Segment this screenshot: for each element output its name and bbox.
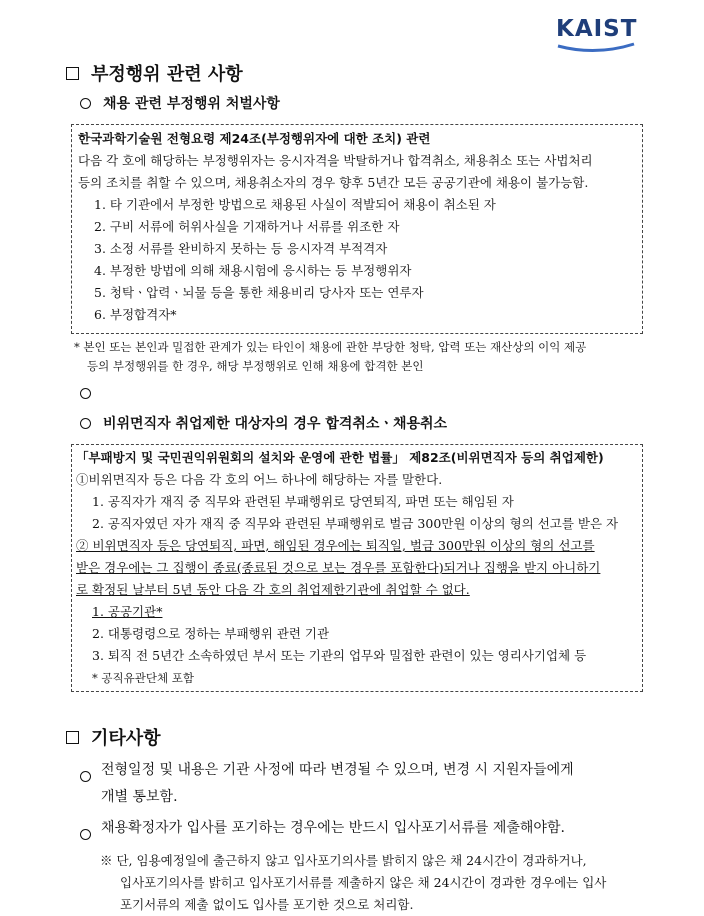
circle-bullet-icon	[80, 829, 91, 840]
circle-bullet-icon	[80, 98, 91, 109]
section-heading-misconduct	[66, 60, 243, 86]
note-line: 입사포기의사를 밝히고 입사포기서류를 제출하지 않은 채 24시간이 경과한 경우에는 입사	[120, 875, 607, 890]
clause-line: ② 비위면직자 등은 당연퇴직, 파면, 해임된 경우에는 퇴직일, 벌금 300만원 이상의 형의 선고를	[76, 538, 595, 553]
list-item: 2. 구비 서류에 허위사실을 기재하거나 서류를 위조한 자	[94, 219, 400, 234]
subheading-title: 비위면직자 취업제한 대상자의 경우 합격취소ㆍ채용취소	[103, 416, 448, 432]
section-title: 기타사항	[91, 728, 161, 749]
other-items	[80, 757, 650, 916]
empty-bullet	[80, 388, 103, 399]
subheading-title: 채용 관련 부정행위 처벌사항	[103, 96, 280, 112]
list-item: 3. 퇴직 전 5년간 소속하였던 부서 또는 기관의 업무와 밀접한 관련이 있는 영리사기업체 등	[92, 648, 587, 663]
square-bullet-icon	[66, 67, 79, 80]
section-heading-other	[66, 724, 161, 750]
list-item: 1. 공직자가 재직 중 직무와 관련된 부패행위로 당연퇴직, 파면 또는 해임된 자	[92, 494, 514, 509]
bullet-item	[80, 815, 650, 850]
section-title: 부정행위 관련 사항	[91, 64, 243, 85]
list-item: 4. 부정한 방법에 의해 채용시험에 응시하는 등 부정행위자	[94, 263, 412, 278]
clause-line: ①비위면직자 등은 다음 각 호의 어느 하나에 해당하는 자를 말한다.	[76, 472, 443, 487]
list-item: * 공직유관단체 포함	[92, 671, 194, 685]
list-item: 2. 대통령령으로 정하는 부패행위 관련 기관	[92, 626, 330, 641]
clause-line: 받은 경우에는 그 집행이 종료(종료된 것으로 보는 경우를 포함한다)되거나 집행을 받지 아니하기	[76, 560, 601, 575]
penalty-box	[71, 124, 643, 334]
circle-bullet-icon	[80, 418, 91, 429]
box-intro-line: 등의 조치를 취할 수 있으며, 채용취소자의 경우 향후 5년간 모든 공공기관에 채용이 불가능함.	[78, 175, 589, 190]
box-intro-line: 다음 각 호에 해당하는 부정행위자는 응시자격을 박탈하거나 합격취소, 채용취소 또는 사법처리	[78, 153, 593, 168]
list-item: 2. 공직자였던 자가 재직 중 직무와 관련된 부패행위로 벌금 300만원 이상의 형의 선고를 받은 자	[92, 516, 619, 531]
square-bullet-icon	[66, 731, 79, 744]
note-line: 포기서류의 제출 없이도 입사를 포기한 것으로 처리함.	[120, 897, 414, 912]
footnote	[74, 338, 644, 376]
list-item: 1. 타 기관에서 부정한 방법으로 채용된 사실이 적발되어 채용이 취소된 자	[94, 197, 496, 212]
logo-swoosh-icon	[556, 40, 636, 54]
bullet-item	[80, 757, 650, 811]
bullet-line: 전형일정 및 내용은 기관 사정에 따라 변경될 수 있으며, 변경 시 지원자들에게	[101, 762, 574, 778]
box-heading: 「부패방지 및 국민권익위원회의 설치와 운영에 관한 법률」 제82조(비위면직자 등의 취업제한)	[76, 450, 604, 465]
bullet-line: 개별 통보함.	[101, 789, 178, 805]
list-item: 5. 청탁ㆍ압력ㆍ뇌물 등을 통한 채용비리 당사자 또는 연루자	[94, 285, 424, 300]
list-item: 3. 소정 서류를 완비하지 못하는 등 응시자격 부적격자	[94, 241, 388, 256]
restriction-box	[71, 444, 643, 692]
note-block	[80, 850, 650, 916]
logo-text: KAIST	[556, 16, 638, 42]
subheading-employment-restriction	[80, 413, 447, 433]
subheading-penalty	[80, 93, 280, 113]
bullet-line: 채용확정자가 입사를 포기하는 경우에는 반드시 입사포기서류를 제출해야함.	[101, 820, 565, 836]
footnote-line: 등의 부정행위를 한 경우, 해당 부정행위로 인해 채용에 합격한 본인	[87, 359, 424, 373]
list-item: 6. 부정합격자*	[94, 307, 177, 322]
note-line: ※ 단, 임용예정일에 출근하지 않고 입사포기의사를 밝히지 않은 채 24시간이 경과하거나,	[100, 853, 587, 868]
footnote-line: * 본인 또는 본인과 밀접한 관계가 있는 타인이 채용에 관한 부당한 청탁, 압력 또는 재산상의 이익 제공	[74, 340, 587, 354]
circle-bullet-icon	[80, 388, 91, 399]
clause-line: 로 확정된 날부터 5년 동안 다음 각 호의 취업제한기관에 취업할 수 없다.	[76, 582, 470, 597]
list-item: 1. 공공기관*	[92, 604, 163, 619]
kaist-logo	[556, 16, 636, 52]
box-heading: 한국과학기술원 전형요령 제24조(부정행위자에 대한 조치) 관련	[78, 131, 431, 146]
circle-bullet-icon	[80, 771, 91, 782]
